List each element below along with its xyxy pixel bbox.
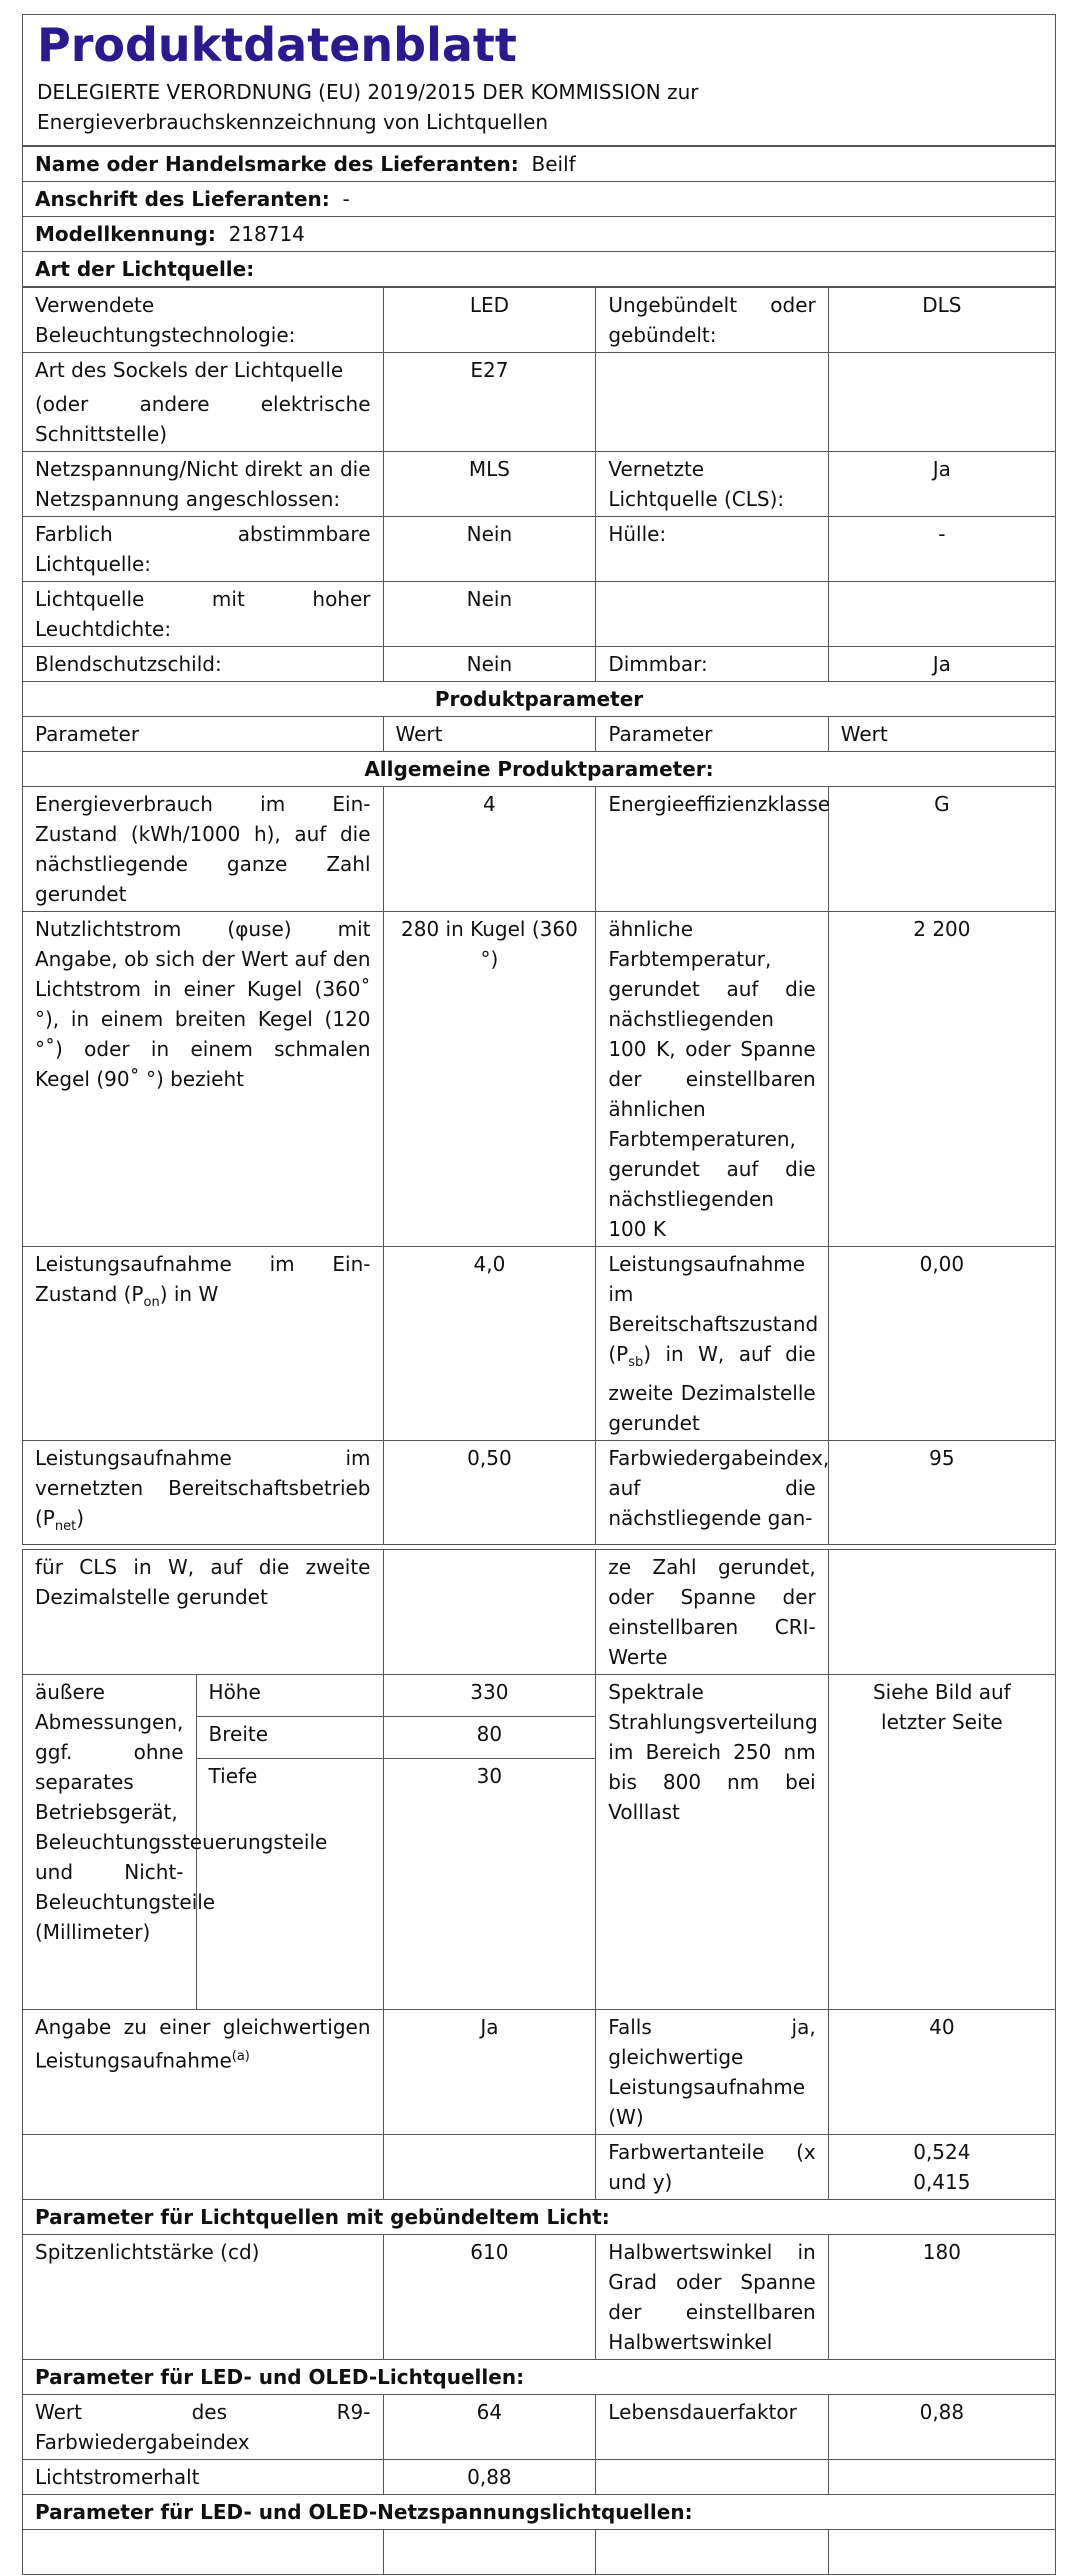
section-title-row — [23, 752, 1056, 787]
table-row — [23, 2530, 1056, 2575]
cri-value: 95 — [828, 1441, 1055, 1545]
page-title: Produktdatenblatt — [37, 18, 517, 72]
tech-value: LED — [383, 288, 596, 353]
psb-label — [596, 1247, 828, 1441]
psb-label-unit: ) in W, auf die zweite Dezimalstelle gerundet — [608, 1342, 816, 1435]
general-parameters-title: Allgemeine Produktparameter: — [23, 752, 1056, 787]
high-luminance-value: Nein — [383, 582, 596, 647]
column-header-parameter: Parameter — [23, 717, 384, 752]
column-header-row — [23, 717, 1056, 752]
envelope-value: - — [828, 517, 1055, 582]
pnet-label-text: Leistungsaufnahme im vernetzten Bereitschaftsbetrieb (P — [35, 1446, 371, 1530]
lightsource-table — [22, 287, 1056, 1545]
product-parameters-title: Produktparameter — [23, 682, 1056, 717]
bundled-value: DLS — [828, 288, 1055, 353]
table-row — [23, 2010, 1056, 2135]
table-row — [23, 2135, 1056, 2200]
cls-value: Ja — [828, 452, 1055, 517]
empty-cell — [828, 582, 1055, 647]
section-title-row — [23, 2200, 1056, 2235]
equivalent-label — [23, 2010, 384, 2135]
equivalent-power-label: Falls ja, gleichwertige Leistungsaufnahme (W) — [596, 2010, 828, 2135]
height-value: 330 — [383, 1675, 596, 1717]
cct-label: ähnliche Farbtemperatur, gerundet auf die nächstliegenden 100 K, oder Spanne der einstellbaren ähnlichen Farbtemperaturen, gerundet auf die nächstliegenden 100 K — [596, 912, 828, 1247]
table-row — [23, 288, 1056, 353]
section-title-row — [23, 682, 1056, 717]
psb-label-text: Leistungsaufnahme im Bereitschaftszustand (P — [608, 1252, 819, 1366]
tech-label: Verwendete Beleuchtungstechnologie: — [23, 288, 384, 353]
chromaticity-y: 0,415 — [913, 2170, 971, 2194]
table-row — [23, 787, 1056, 912]
column-header-value: Wert — [383, 717, 596, 752]
height-label: Höhe — [196, 1675, 383, 1717]
column-header-value: Wert — [828, 717, 1055, 752]
depth-label: Tiefe — [196, 1759, 383, 2010]
empty-cell — [828, 2460, 1055, 2495]
psb-subscript: sb — [628, 1355, 644, 1370]
led-mains-title: Parameter für LED- und OLED-Netzspannungslichtquellen: — [23, 2495, 1056, 2530]
table-row — [23, 1441, 1056, 1545]
supplier-table — [22, 146, 1056, 287]
table-row — [23, 517, 1056, 582]
dimmable-label: Dimmbar: — [596, 647, 828, 682]
socket-value: E27 — [383, 353, 596, 452]
dimmable-value: Ja — [828, 647, 1055, 682]
pon-subscript: on — [143, 1295, 160, 1310]
equivalent-power-value: 40 — [828, 2010, 1055, 2135]
dimensions-label: äußere Abmessungen, ggf. ohne separates Betriebsgerät, Beleuchtungssteuerungsteile und Nicht-Beleuchtungsteile (Millimeter) — [23, 1675, 197, 2010]
supplier-name-label: Name oder Handelsmarke des Lieferanten: — [35, 152, 519, 176]
pnet-label — [23, 1441, 384, 1545]
table-row — [23, 1675, 1056, 1717]
empty-cell — [23, 2135, 384, 2200]
header-block — [22, 14, 1056, 146]
energy-value: 4 — [383, 787, 596, 912]
high-luminance-label: Lichtquelle mit hoher Leuchtdichte: — [23, 582, 384, 647]
supplier-address-row — [23, 182, 1056, 217]
lumen-maintenance-value: 0,88 — [383, 2460, 596, 2495]
equivalent-value: Ja — [383, 2010, 596, 2135]
pnet-subscript: net — [54, 1519, 77, 1534]
supplier-address-value: - — [342, 187, 350, 211]
spectral-label: Spektrale Strahlungsverteilung im Bereich 250 nm bis 800 nm bei Volllast — [596, 1675, 828, 2010]
peak-intensity-label: Spitzenlichtstärke (cd) — [23, 2235, 384, 2360]
empty-cell — [23, 2530, 384, 2575]
flux-label: Nutzlichtstrom (φuse) mit Angabe, ob sich der Wert auf den Lichtstrom in einer Kugel (360˚ °), in einem breiten Kegel (120 °˚) oder in einem schmalen Kegel (90˚ °) bezieht — [23, 912, 384, 1247]
socket-label-line: Art des Sockels der Lichtquelle — [35, 358, 344, 382]
survival-factor-label: Lebensdauerfaktor — [596, 2395, 828, 2460]
width-label: Breite — [196, 1717, 383, 1759]
empty-cell — [383, 2135, 596, 2200]
pon-label — [23, 1247, 384, 1441]
beam-angle-value: 180 — [828, 2235, 1055, 2360]
equivalent-footnote: (a) — [231, 2049, 250, 2064]
chromaticity-label: Farbwertanteile (x und y) — [596, 2135, 828, 2200]
efficiency-class-value: G — [828, 787, 1055, 912]
equivalent-label-text: Angabe zu einer gleichwertigen Leistungsaufnahme — [35, 2015, 371, 2073]
model-label: Modellkennung: — [35, 222, 216, 246]
empty-cell — [828, 2530, 1055, 2575]
subtitle-line-2: Energieverbrauchskennzeichnung von Lichtquellen — [37, 110, 549, 134]
table-row — [23, 582, 1056, 647]
r9-label: Wert des R9-Farbwiedergabeindex — [23, 2395, 384, 2460]
empty-cell — [828, 353, 1055, 452]
table-row — [23, 1247, 1056, 1441]
directional-title: Parameter für Lichtquellen mit gebündeltem Licht: — [23, 2200, 1056, 2235]
lightsource-type-row — [23, 252, 1056, 287]
energy-label: Energieverbrauch im Ein-Zustand (kWh/1000 h), auf die nächstliegende ganze Zahl gerundet — [23, 787, 384, 912]
supplier-address-label: Anschrift des Lieferanten: — [35, 187, 330, 211]
pnet-label-continued: für CLS in W, auf die zweite Dezimalstelle gerundet — [23, 1550, 384, 1675]
lightsource-type-label: Art der Lichtquelle: — [35, 257, 255, 281]
table-row — [23, 1550, 1056, 1675]
empty-cell — [383, 2530, 596, 2575]
empty-cell — [596, 353, 828, 452]
depth-value: 30 — [383, 1759, 596, 2010]
color-tunable-label: Farblich abstimmbare Lichtquelle: — [23, 517, 384, 582]
socket-label-note: (oder andere elektrische Schnittstelle) — [35, 392, 371, 446]
width-value: 80 — [383, 1717, 596, 1759]
shield-label: Blendschutzschild: — [23, 647, 384, 682]
lumen-maintenance-label: Lichtstromerhalt — [23, 2460, 384, 2495]
section-title-row — [23, 2360, 1056, 2395]
table-row — [23, 2235, 1056, 2360]
table-row — [23, 2460, 1056, 2495]
color-tunable-value: Nein — [383, 517, 596, 582]
table-row — [23, 2395, 1056, 2460]
pon-value: 4,0 — [383, 1247, 596, 1441]
empty-cell — [383, 1550, 596, 1675]
table-row — [23, 353, 1056, 452]
pon-label-unit: ) in W — [159, 1282, 219, 1306]
continued-table — [22, 1549, 1056, 2575]
empty-cell — [828, 1550, 1055, 1675]
column-header-parameter: Parameter — [596, 717, 828, 752]
product-data-sheet — [22, 14, 1056, 2575]
psb-value: 0,00 — [828, 1247, 1055, 1441]
supplier-name-value: Beilf — [531, 152, 576, 176]
pnet-value: 0,50 — [383, 1441, 596, 1545]
chromaticity-x: 0,524 — [913, 2140, 971, 2164]
pnet-label-close: ) — [76, 1506, 85, 1530]
mains-value: MLS — [383, 452, 596, 517]
empty-cell — [596, 2530, 828, 2575]
cri-label-part2: ze Zahl gerundet, oder Spanne der einstellbaren CRI-Werte — [596, 1550, 828, 1675]
model-value: 218714 — [228, 222, 305, 246]
table-row — [23, 647, 1056, 682]
model-row — [23, 217, 1056, 252]
empty-cell — [596, 582, 828, 647]
flux-value: 280 in Kugel (360 °) — [383, 912, 596, 1247]
cri-label-part1: Farbwiedergabeindex, auf die nächstliegende gan- — [596, 1441, 828, 1545]
table-row — [23, 912, 1056, 1247]
pon-label-text: Leistungsaufnahme im Ein-Zustand (P — [35, 1252, 371, 1306]
peak-intensity-value: 610 — [383, 2235, 596, 2360]
spectral-value: Siehe Bild auf letzter Seite — [828, 1675, 1055, 2010]
empty-cell — [596, 2460, 828, 2495]
shield-value: Nein — [383, 647, 596, 682]
r9-value: 64 — [383, 2395, 596, 2460]
beam-angle-label: Halbwertswinkel in Grad oder Spanne der einstellbaren Halbwertswinkel — [596, 2235, 828, 2360]
subtitle — [23, 73, 1055, 145]
led-title: Parameter für LED- und OLED-Lichtquellen: — [23, 2360, 1056, 2395]
socket-label — [23, 353, 384, 452]
efficiency-class-label: Energieeffizienzklasse — [596, 787, 828, 912]
chromaticity-value — [828, 2135, 1055, 2200]
bundled-label: Ungebündelt oder gebündelt: — [596, 288, 828, 353]
envelope-label: Hülle: — [596, 517, 828, 582]
supplier-name-row — [23, 147, 1056, 182]
cls-label: Vernetzte Lichtquelle (CLS): — [596, 452, 828, 517]
subtitle-line-1: DELEGIERTE VERORDNUNG (EU) 2019/2015 DER KOMMISSION zur — [37, 80, 699, 104]
section-title-row — [23, 2495, 1056, 2530]
cct-value: 2 200 — [828, 912, 1055, 1247]
mains-label: Netzspannung/Nicht direkt an die Netzspannung angeschlossen: — [23, 452, 384, 517]
survival-factor-value: 0,88 — [828, 2395, 1055, 2460]
table-row — [23, 452, 1056, 517]
